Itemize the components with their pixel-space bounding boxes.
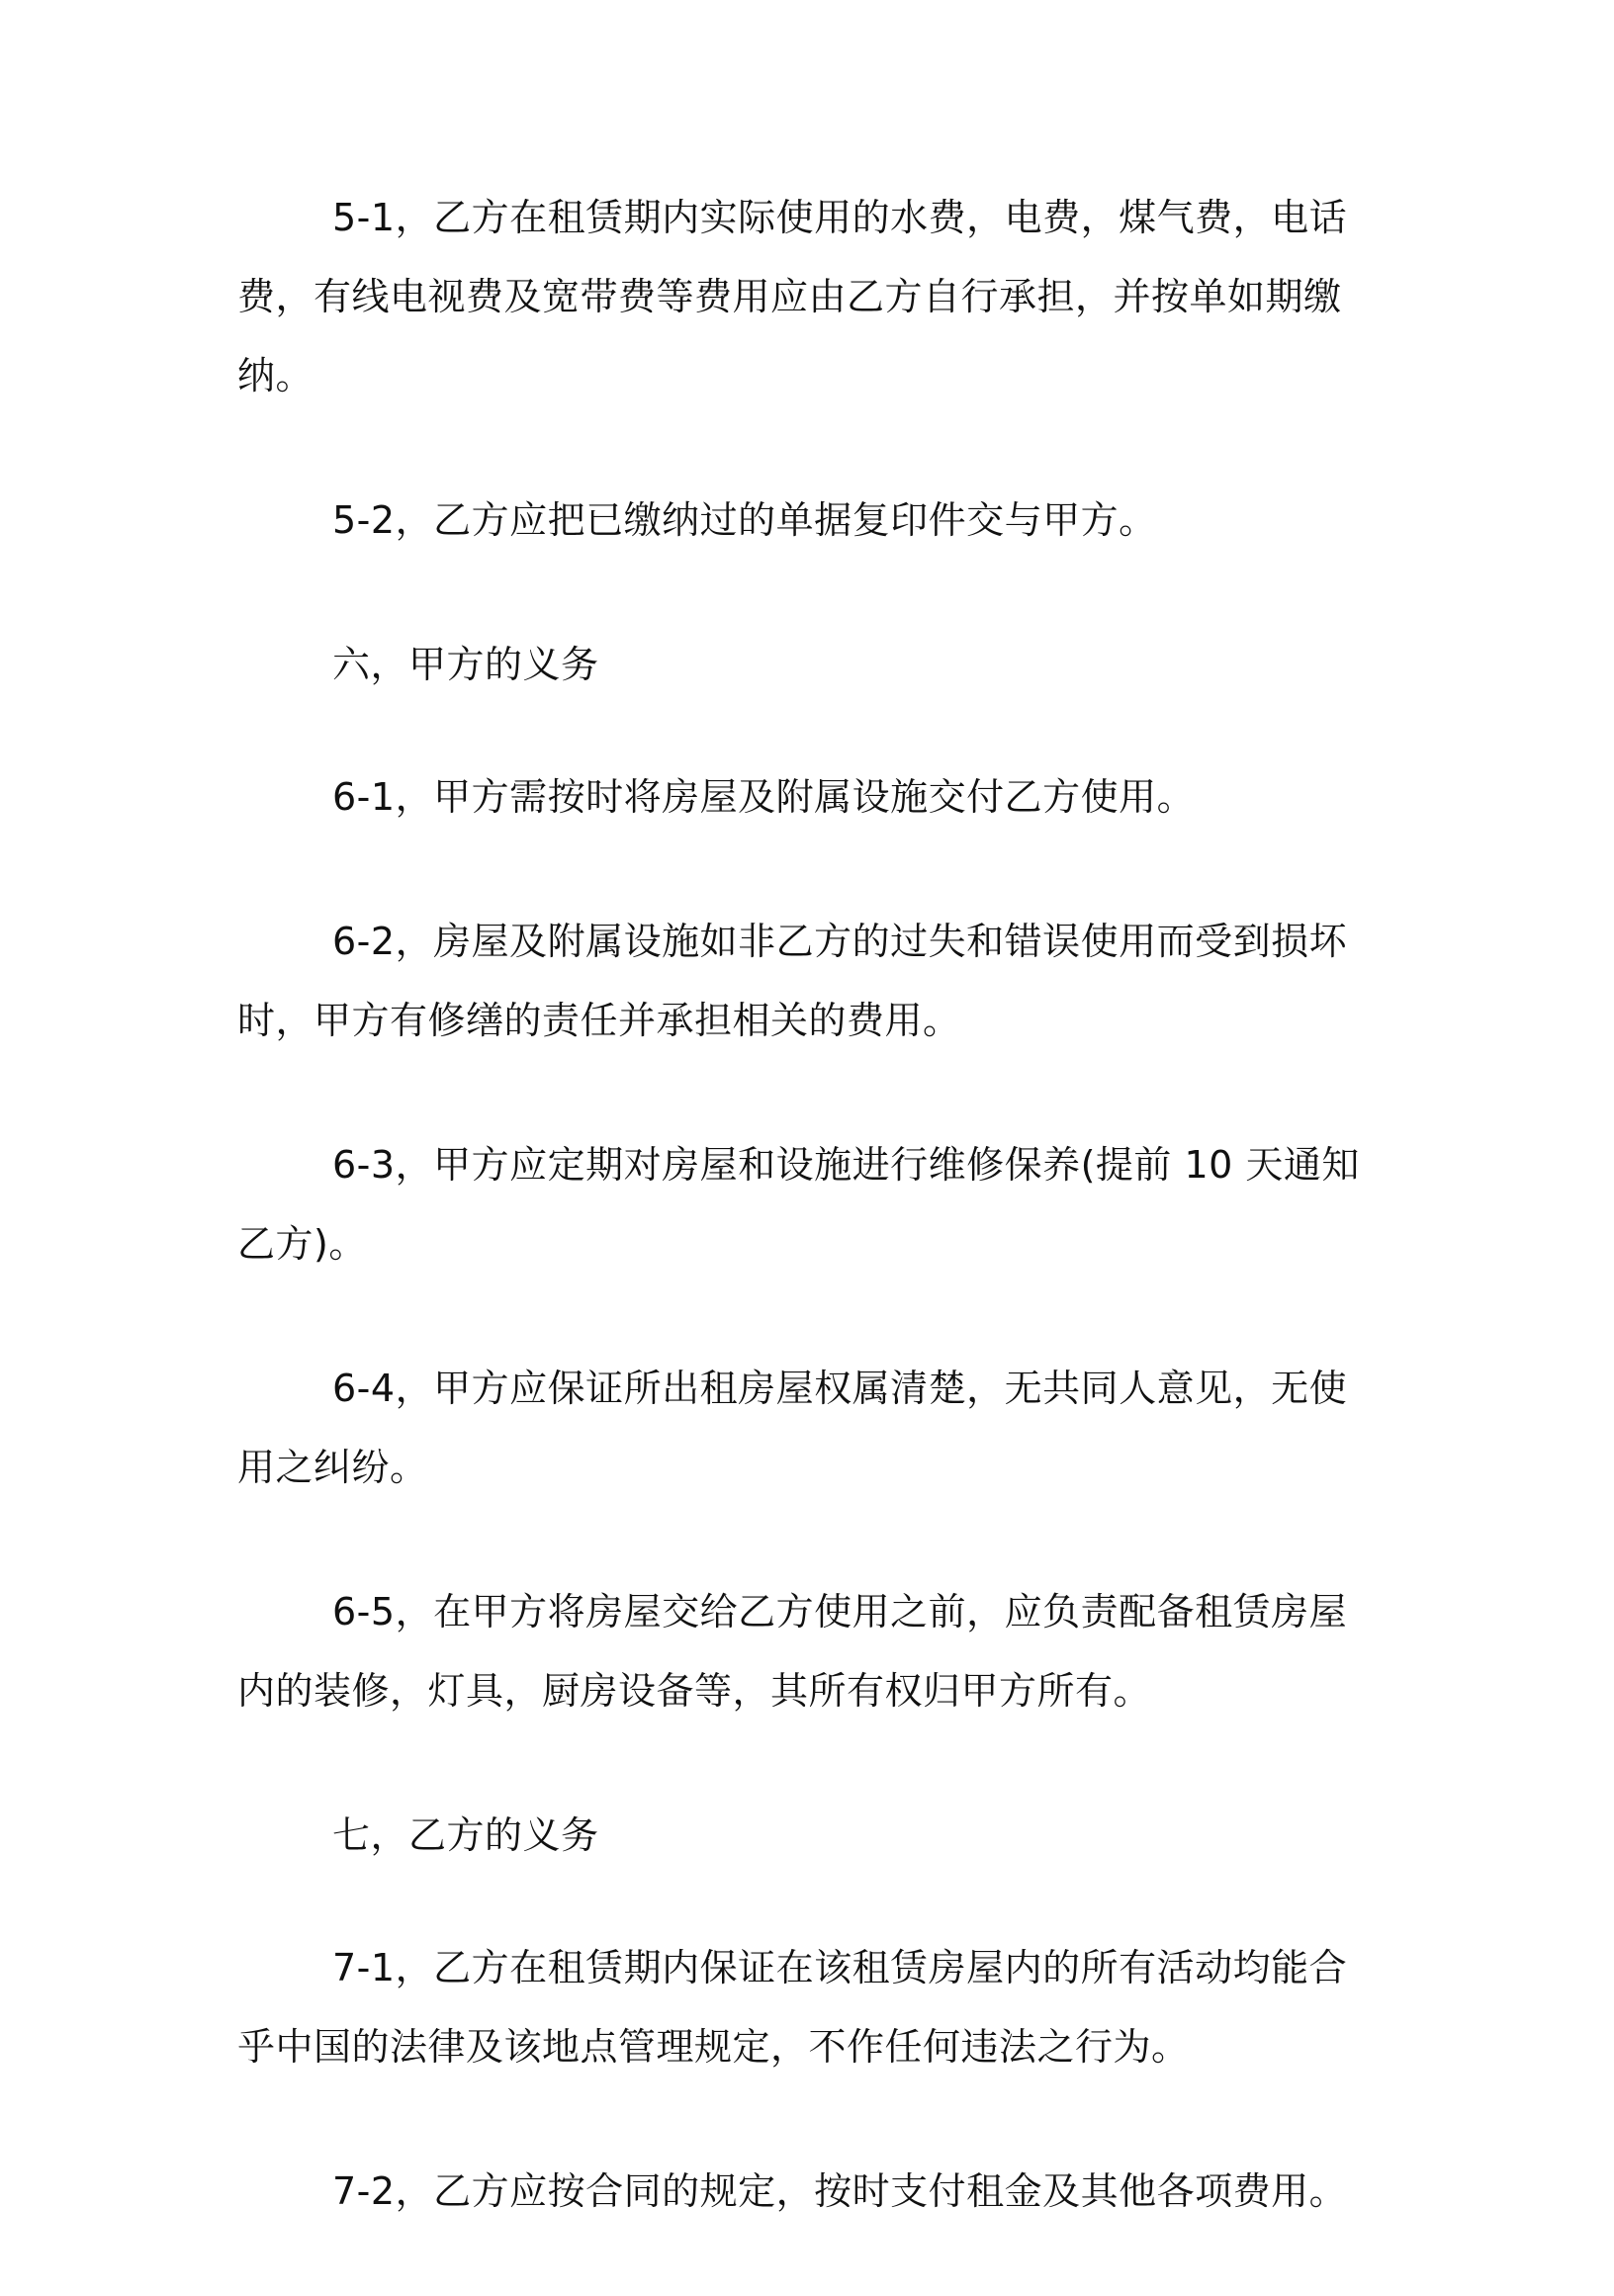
- clause-5-2: 5-2，乙方应把已缴纳过的单据复印件交与甲方。: [332, 498, 1157, 542]
- clause-5-1: 5-1，乙方在租赁期内实际使用的水费，电费，煤气费，电话费，有线电视费及宽带费等费用应由乙方自行承担，并按单如期缴纳。: [237, 196, 1348, 397]
- clause-7-1: 7-1，乙方在租赁期内保证在该租赁房屋内的所有活动均能合乎中国的法律及该地点管理规定，不作任何违法之行为。: [237, 1946, 1348, 2069]
- clause-6-3: 6-3，甲方应定期对房屋和设施进行维修保养(提前 10 天通知乙方)。: [237, 1143, 1360, 1266]
- clause-6-2: 6-2，房屋及附属设施如非乙方的过失和错误使用而受到损坏时，甲方有修缮的责任并承担相关的费用。: [237, 920, 1348, 1042]
- clause-7-2: 7-2，乙方应按合同的规定，按时支付租金及其他各项费用。: [332, 2169, 1348, 2213]
- section-heading-6: 六，甲方的义务: [332, 643, 599, 686]
- section-heading-7: 七，乙方的义务: [332, 1813, 599, 1857]
- document-body: [237, 178, 1377, 2296]
- clause-6-4: 6-4，甲方应保证所出租房屋权属清楚，无共同人意见，无使用之纠纷。: [237, 1367, 1348, 1489]
- clause-6-1: 6-1，甲方需按时将房屋及附属设施交付乙方使用。: [332, 775, 1196, 819]
- clause-6-5: 6-5，在甲方将房屋交给乙方使用之前，应负责配备租赁房屋内的装修，灯具，厨房设备等，其所有权归甲方所有。: [237, 1590, 1348, 1713]
